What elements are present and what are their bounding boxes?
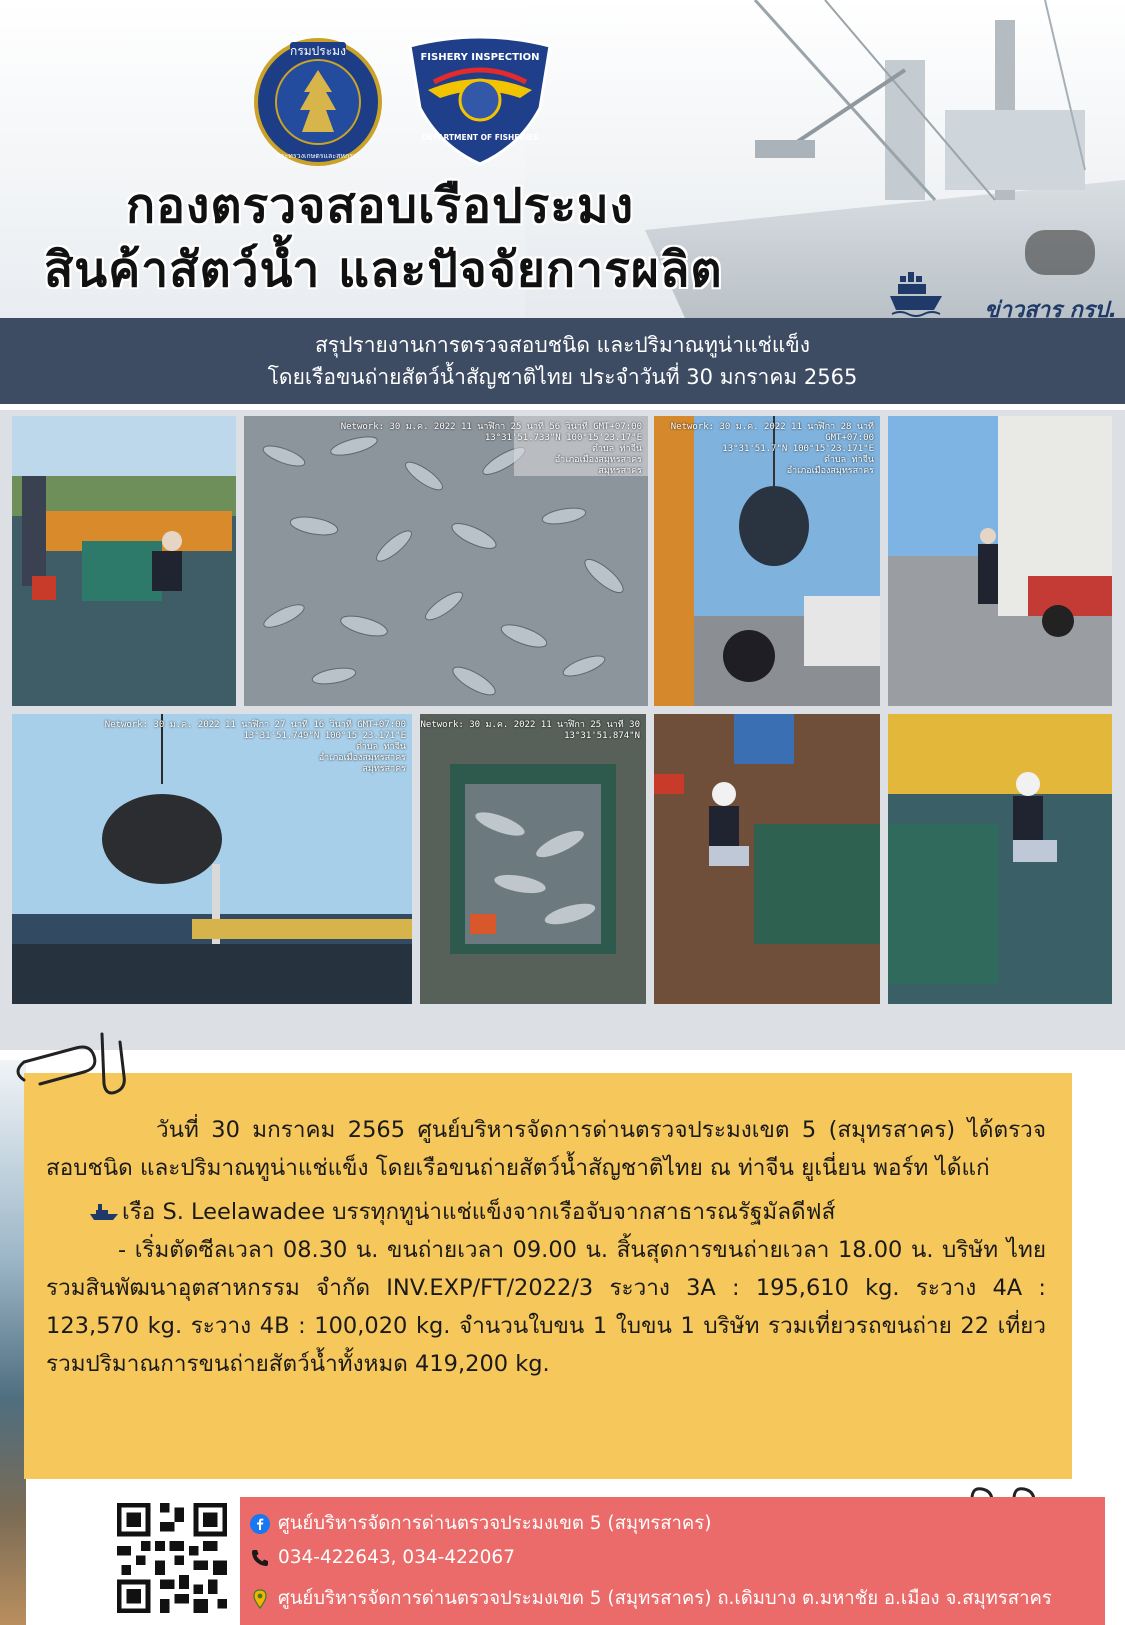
vessel-line-text: เรือ S. Leelawadee บรรทุกทูน่าแช่แข็งจากเรือจับจากสาธารณรัฐมัลดีฟส์ bbox=[122, 1199, 836, 1225]
photo-stamp: Network: 30 ม.ค. 2022 11 นาฬิกา 25 นาที 56 วินาที GMT+07:00 13°31'51.733"N 100°15'23.17"E ตำบล ท่าจีน อำเภอเมืองสมุทรสาคร สมุทรสาคร bbox=[340, 422, 642, 476]
dof-logo-top-text: กรมประมง bbox=[290, 44, 346, 58]
summary-banner bbox=[0, 318, 1125, 404]
fishery-inspection-logo bbox=[400, 28, 560, 168]
phone-numbers: 034-422643, 034-422067 bbox=[278, 1547, 515, 1568]
header bbox=[0, 0, 1125, 318]
address-text: ศูนย์บริหารจัดการด่านตรวจประมงเขต 5 (สมุทรสาคร) ถ.เดิมบาง ต.มหาชัย อ.เมือง จ.สมุทรสาคร bbox=[278, 1588, 1052, 1609]
photo-stamp: Network: 30 ม.ค. 2022 11 นาฬิกา 27 นาที 16 วินาที GMT+07:00 13°31'51.749"N 100°15'23.171"E ตำบล ท่าจีน อำเภอเมืองสมุทรสาคร สมุทรสาคร bbox=[104, 720, 406, 774]
phone-icon bbox=[250, 1548, 270, 1568]
contact-address[interactable] bbox=[250, 1584, 1052, 1613]
banner-line-2: โดยเรือขนถ่ายสัตว์น้ำสัญชาติไทย ประจำวันที่ 30 มกราคม 2565 bbox=[267, 365, 858, 389]
photo-hold-with-tuna bbox=[420, 714, 646, 1004]
ship-icon bbox=[90, 1202, 118, 1222]
contact-facebook[interactable] bbox=[250, 1509, 711, 1538]
article-details: - เริ่มตัดซีลเวลา 08.30 น. ขนถ่ายเวลา 09.00 น. สิ้นสุดการขนถ่ายเวลา 18.00 น. บริษัท ไทยรวมสินพัฒนาอุตสาหกรรม จำกัด INV.EXP/FT/2022/3 ระวาง 3A : 195,610 kg. ระวาง 4A : 123,570 kg. ระวาง 4B : 100,020 kg. จำนวนใบขน 1 ใบขน 1 บริษัท รวมเที่ยวรถขนถ่าย 22 เที่ยว รวมปริมาณการขนถ่ายสัตว์น้ำทั้งหมด 419,200 kg. bbox=[46, 1237, 1046, 1377]
photo-truck-seal-check bbox=[888, 416, 1112, 706]
ship-icon bbox=[890, 270, 942, 318]
fi-logo-top-text: FISHERY INSPECTION bbox=[420, 52, 540, 63]
photo-crane-net-lift bbox=[654, 416, 880, 706]
qr-code-icon[interactable] bbox=[112, 1498, 232, 1618]
news-tag: ข่าวสาร กรป. bbox=[984, 298, 1117, 318]
location-pin-icon bbox=[250, 1589, 270, 1609]
photo-inspector-at-box bbox=[888, 714, 1112, 1004]
page-title-line-1: กองตรวจสอบเรือประมง bbox=[126, 178, 635, 234]
facebook-page-name: ศูนย์บริหารจัดการด่านตรวจประมงเขต 5 (สมุทรสาคร) bbox=[278, 1513, 712, 1534]
page-title-line-2: สินค้าสัตว์น้ำ และปัจจัยการผลิต bbox=[44, 242, 723, 298]
facebook-icon bbox=[250, 1514, 270, 1534]
paperclip-icon bbox=[10, 1026, 130, 1096]
photo-net-over-barge bbox=[12, 714, 412, 1004]
photo-stamp: Network: 30 ม.ค. 2022 11 นาฬิกา 25 นาที 30 13°31'51.874"N bbox=[420, 720, 640, 741]
photo-grid bbox=[0, 410, 1125, 1050]
contact-phone[interactable] bbox=[250, 1547, 515, 1568]
banner-line-1: สรุปรายงานการตรวจสอบชนิด และปริมาณทูน่าแช่แข็ง bbox=[314, 333, 811, 357]
dof-logo-bottom-text: กระทรวงเกษตรและสหกรณ์ bbox=[276, 152, 360, 160]
photo-stamp: Network: 30 ม.ค. 2022 11 นาฬิกา 28 นาที GMT+07:00 13°31'51.7"N 100°15'23.171"E ตำบล ท่าจีน อำเภอเมืองสมุทรสาคร bbox=[670, 422, 874, 476]
fi-logo-bottom-text: DEPARTMENT OF FISHERIES bbox=[421, 133, 539, 142]
vessel-line bbox=[46, 1193, 1046, 1231]
side-photo-strip bbox=[0, 1060, 26, 1625]
photo-inspector-at-hatch bbox=[12, 416, 236, 706]
photo-frozen-tuna-pile bbox=[244, 416, 648, 706]
article-box bbox=[24, 1073, 1072, 1479]
photo-inspector-on-deck bbox=[654, 714, 880, 1004]
department-of-fisheries-logo bbox=[252, 36, 384, 168]
article-paragraph-1: วันที่ 30 มกราคม 2565 ศูนย์บริหารจัดการด่านตรวจประมงเขต 5 (สมุทรสาคร) ได้ตรวจสอบชนิด และปริมาณทูน่าแช่แข็ง โดยเรือขนถ่ายสัตว์น้ำสัญชาติไทย ณ ท่าจีน ยูเนี่ยน พอร์ท ได้แก่ bbox=[46, 1117, 1046, 1181]
